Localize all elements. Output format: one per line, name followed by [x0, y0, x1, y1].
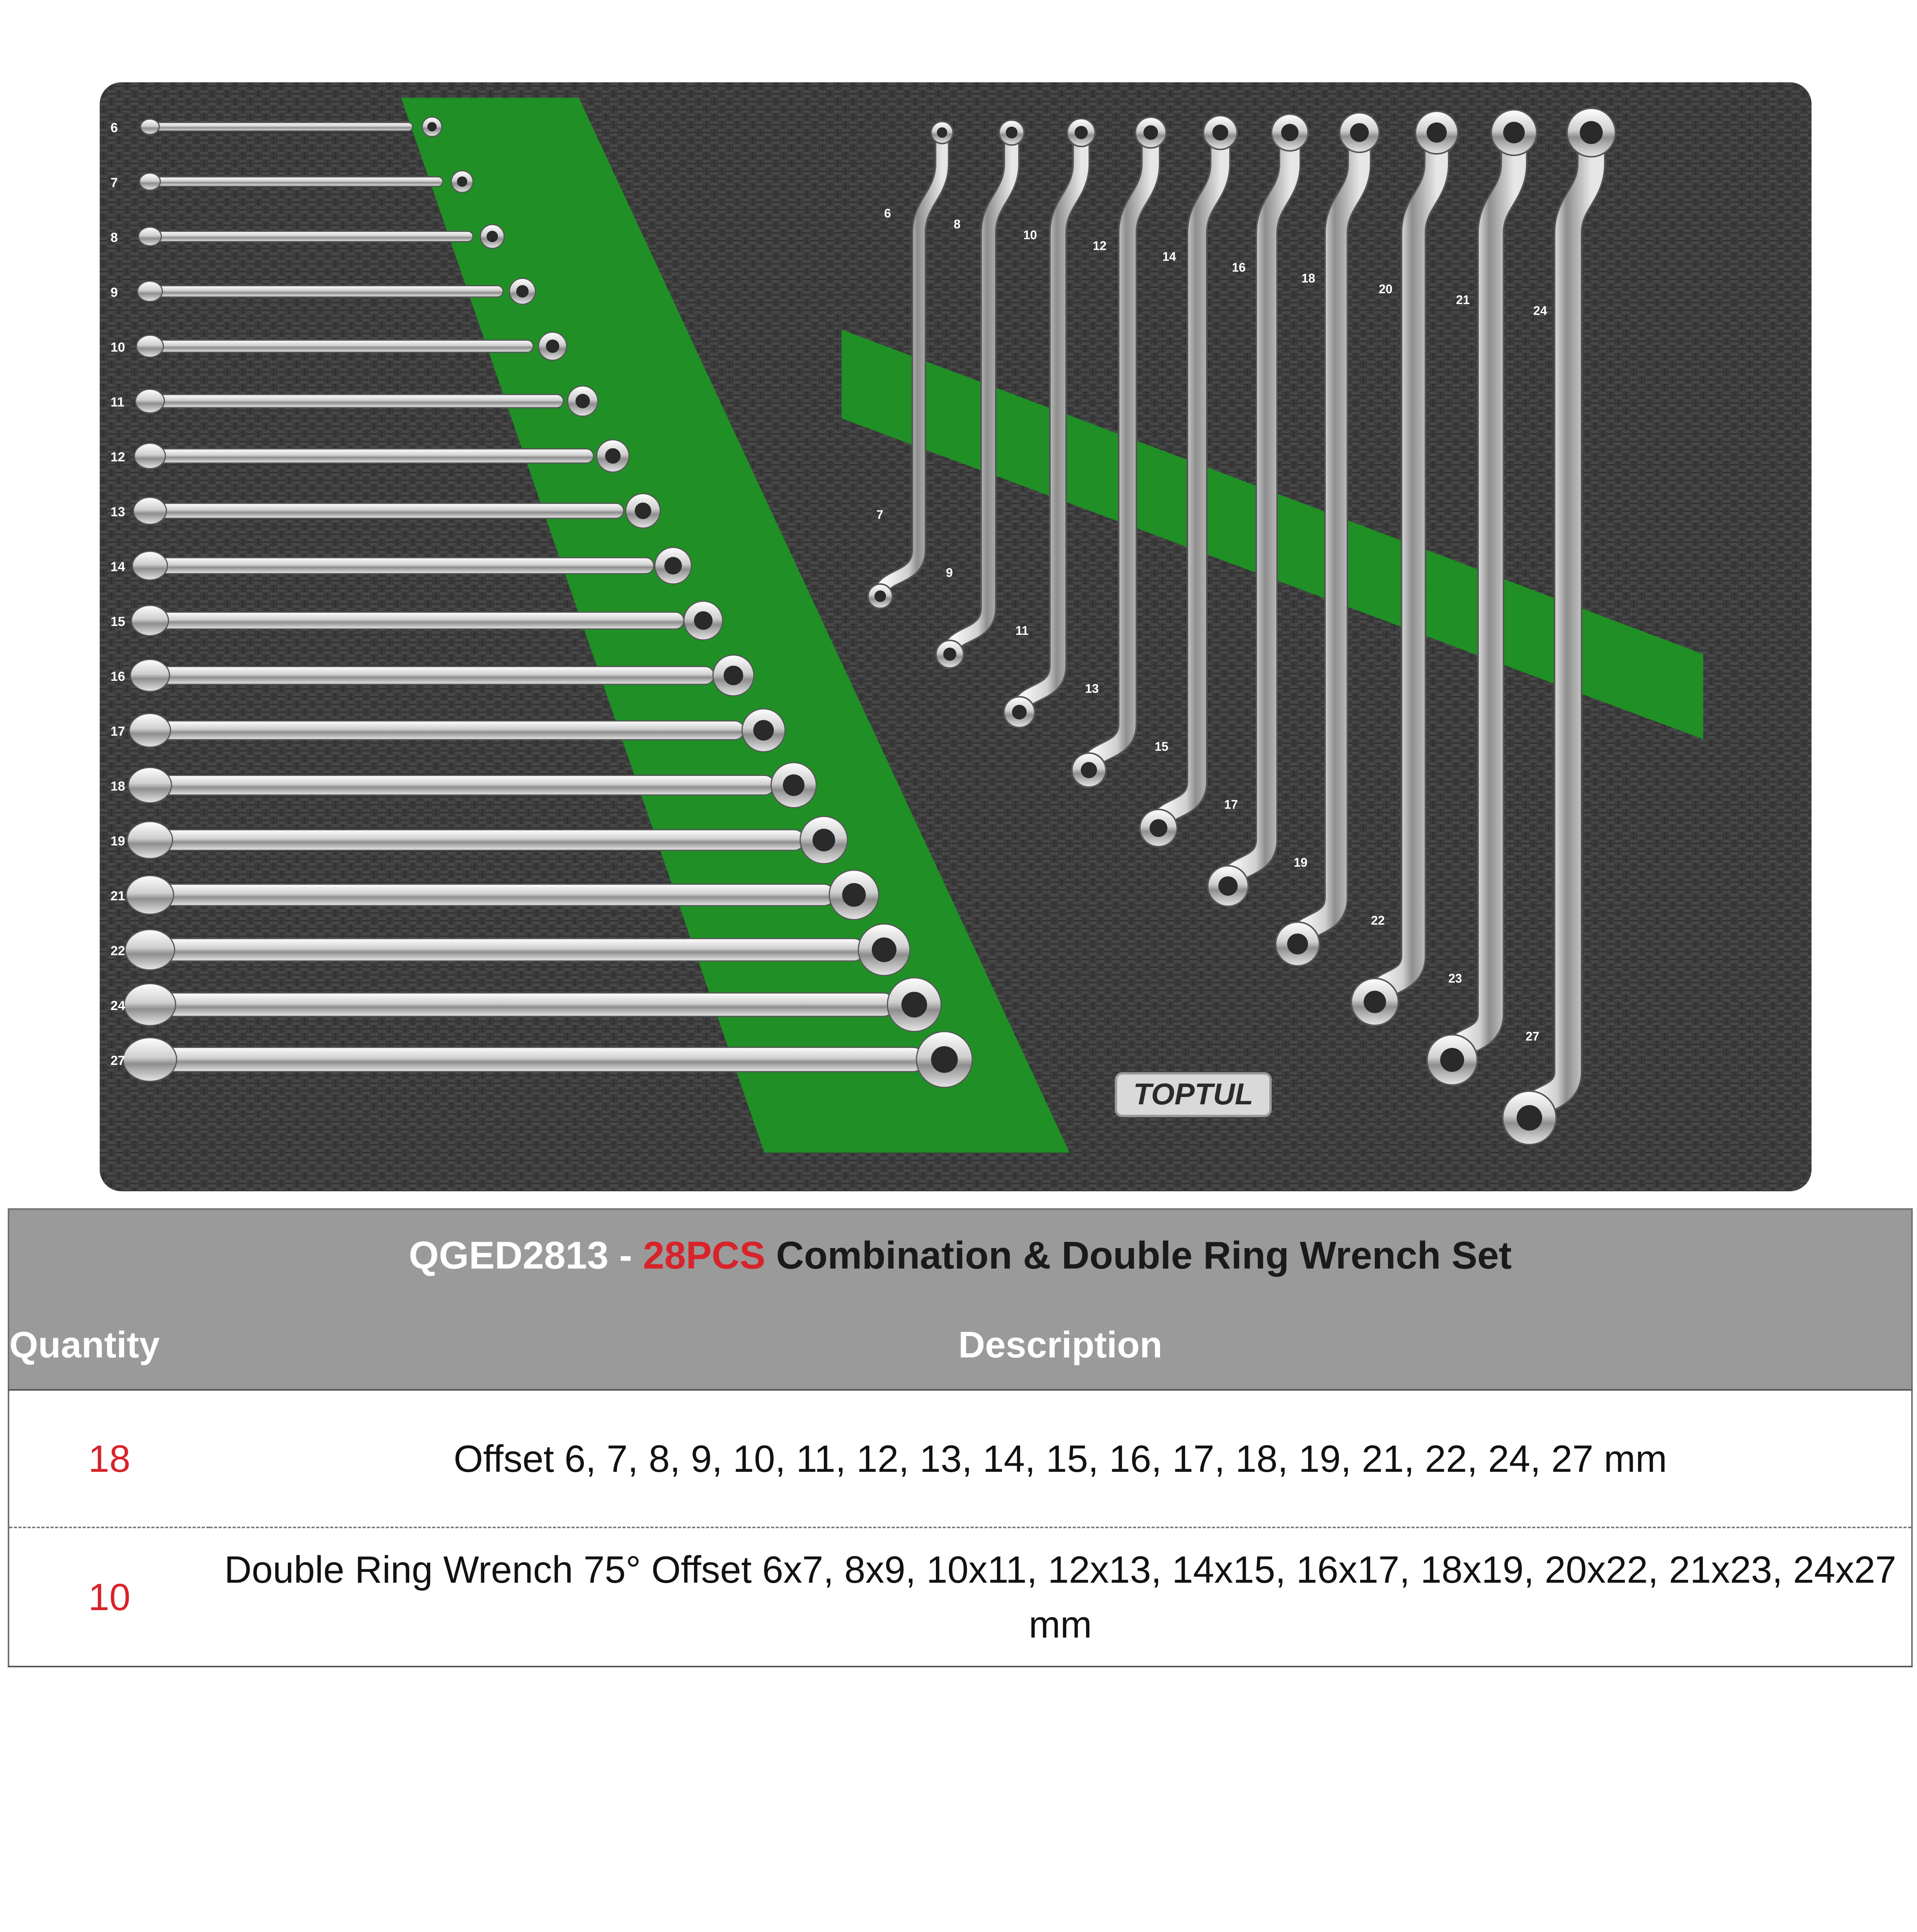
title-separator: - [608, 1233, 643, 1277]
combination-size-label: 21 [111, 889, 125, 903]
combination-size-label: 18 [111, 779, 125, 794]
double-ring-size-label-bottom: 7 [876, 508, 883, 522]
double-ring-size-label-bottom: 19 [1294, 855, 1308, 869]
double-ring-size-label-top: 14 [1162, 250, 1176, 264]
table-row [9, 1527, 1912, 1667]
double-ring-size-label-bottom: 15 [1155, 740, 1169, 753]
combination-size-label: 12 [111, 450, 125, 464]
double-ring-size-label-top: 10 [1023, 228, 1037, 242]
description-cell: Double Ring Wrench 75° Offset 6x7, 8x9, 10x11, 12x13, 14x15, 16x17, 18x19, 20x22, 21x23, 24x27 mm [209, 1527, 1912, 1667]
combination-size-label: 8 [111, 230, 118, 245]
combination-size-label: 27 [111, 1053, 125, 1068]
piece-count: 28PCS [643, 1233, 765, 1277]
description-header: Description [209, 1301, 1912, 1390]
combination-size-label: 24 [111, 998, 125, 1013]
quantity-cell: 18 [9, 1390, 209, 1527]
double-ring-size-label-bottom: 17 [1224, 798, 1238, 811]
toptul-logo [1116, 1073, 1271, 1116]
double-ring-size-label-bottom: 27 [1526, 1029, 1539, 1043]
double-ring-size-label-top: 16 [1232, 260, 1246, 274]
combination-size-label: 9 [111, 285, 118, 300]
combination-size-label: 14 [111, 560, 125, 574]
product-tray-image [100, 82, 1812, 1191]
product-title [9, 1209, 1912, 1301]
double-ring-size-label-top: 12 [1093, 239, 1107, 253]
double-ring-size-label-top: 24 [1533, 304, 1547, 318]
double-ring-size-label-bottom: 22 [1371, 913, 1385, 927]
combination-size-label: 6 [111, 121, 118, 135]
combination-size-label: 10 [111, 340, 125, 355]
combination-size-label: 11 [111, 395, 124, 410]
combination-size-label: 13 [111, 505, 125, 519]
quantity-cell: 10 [9, 1527, 209, 1667]
double-ring-size-label-bottom: 23 [1448, 971, 1462, 985]
combination-size-label: 16 [111, 669, 125, 684]
table-row [9, 1390, 1912, 1527]
double-ring-size-label-top: 8 [954, 217, 961, 231]
double-ring-size-label-bottom: 9 [946, 566, 953, 580]
combination-size-label: 15 [111, 614, 125, 629]
combination-size-label: 7 [111, 175, 118, 190]
double-ring-size-label-top: 20 [1379, 282, 1393, 296]
double-ring-size-label-top: 21 [1456, 293, 1470, 307]
double-ring-size-label-top: 6 [884, 206, 891, 220]
table-title-row [9, 1209, 1912, 1301]
spec-table [8, 1208, 1913, 1667]
quantity-header: Quantity [9, 1301, 209, 1390]
double-ring-size-label-bottom: 11 [1015, 624, 1029, 638]
combination-size-label: 19 [111, 834, 125, 849]
combination-size-label: 17 [111, 724, 125, 739]
combination-size-label: 22 [111, 944, 125, 958]
product-name: Combination & Double Ring Wrench Set [765, 1233, 1512, 1277]
table-header-row [9, 1301, 1912, 1390]
double-ring-size-label-top: 18 [1301, 271, 1315, 285]
product-model: QGED2813 [408, 1233, 609, 1277]
double-ring-size-label-bottom: 13 [1085, 682, 1099, 696]
description-cell: Offset 6, 7, 8, 9, 10, 11, 12, 13, 14, 15, 16, 17, 18, 19, 21, 22, 24, 27 mm [209, 1390, 1912, 1527]
svg-text:TOPTUL: TOPTUL [1133, 1077, 1254, 1111]
